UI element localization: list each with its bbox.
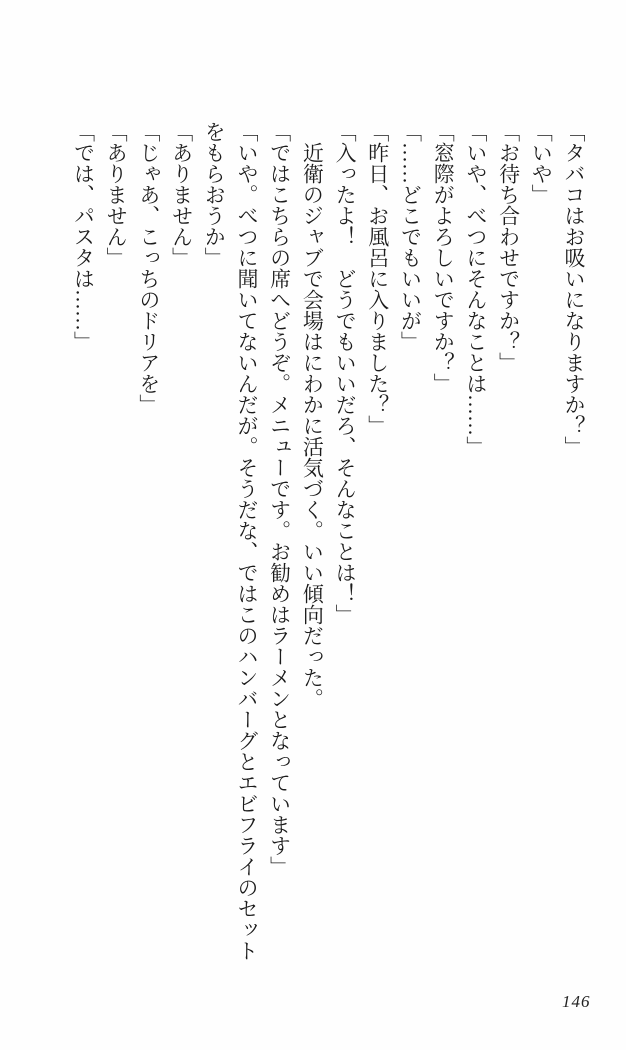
text-line: 「お待ち合わせですか？」: [496, 121, 521, 373]
text-line: 「では、パスタは……」: [71, 121, 96, 352]
text-line: 「窓際がよろしいですか？」: [431, 121, 456, 394]
text-line: 「ありません」: [169, 121, 194, 268]
text-line: 「いや。べつに聞いてないんだが。そうだな、ではこのハンバーグとエビフライのセット: [234, 121, 259, 961]
text-line: 「じゃあ、こっちのドリアを」: [136, 121, 161, 415]
text-line: 「いや、べつにそんなことは……」: [463, 121, 488, 457]
text-line: 「入ったよ！ どうでもいいだろ、そんなことは！」: [333, 121, 358, 625]
text-line: 近衛のジャブで会場はにわかに活気づく。いい傾向だった。: [300, 121, 325, 709]
text-line: 「ありません」: [104, 121, 129, 268]
text-line: 「いや」: [529, 121, 554, 205]
text-line: 「ではこちらの席へどうぞ。メニューです。お勧めはラーメンとなっています」: [267, 121, 292, 877]
vertical-text-block: [66, 121, 590, 1001]
text-line: 「タバコはお吸いになりますか？」: [562, 121, 586, 457]
text-line: をもらおうか」: [202, 121, 227, 268]
text-line: 「……どこでもいいが」: [398, 121, 423, 352]
page-number: 146: [562, 992, 591, 1011]
text-line: 「昨日、お風呂に入りました？」: [365, 121, 390, 436]
